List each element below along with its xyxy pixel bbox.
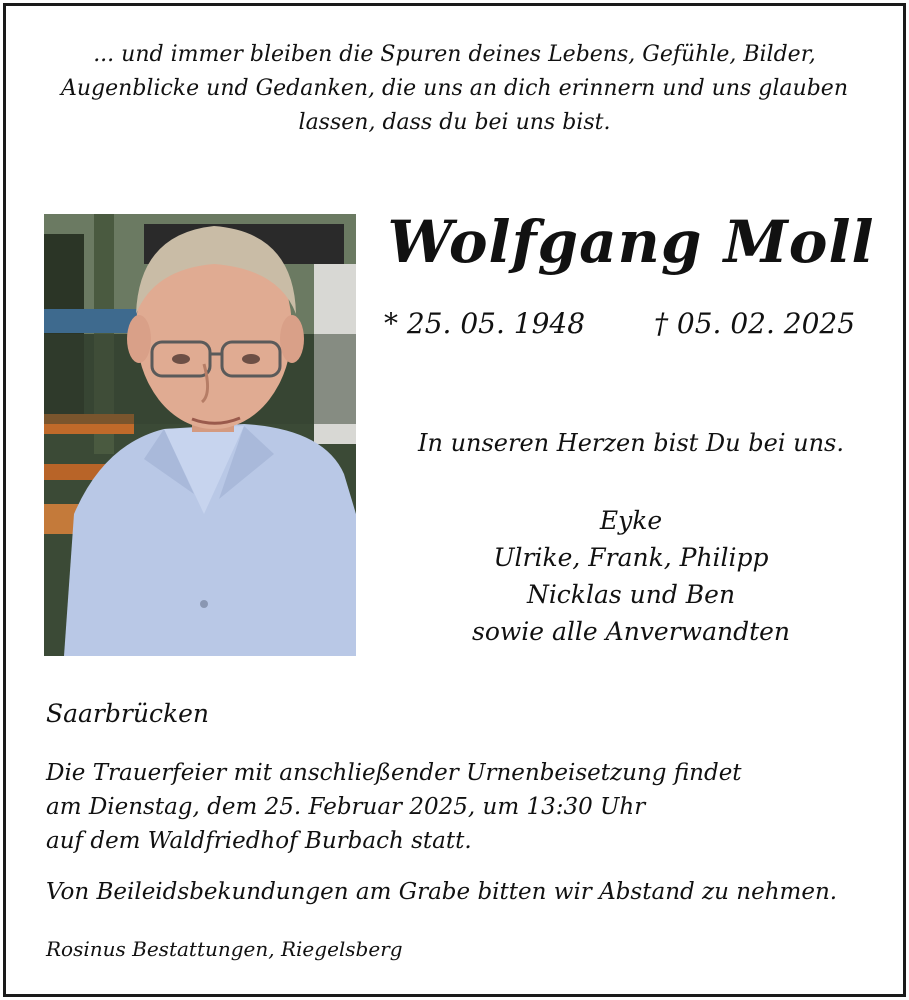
ceremony-line: auf dem Waldfriedhof Burbach statt.	[46, 828, 472, 854]
condolence-note	[46, 874, 837, 910]
place-name: Saarbrücken	[46, 699, 209, 728]
ceremony-line: Die Trauerfeier mit anschließender Urnenbeisetzung findet	[46, 760, 742, 786]
ceremony-details	[46, 756, 742, 858]
memorial-quote	[36, 38, 873, 140]
family-list	[376, 502, 886, 650]
family-line: Nicklas und Ben	[526, 580, 736, 609]
death-date: † 05. 02. 2025	[654, 307, 856, 340]
condolence-text: Von Beileidsbekundungen am Grabe bitten wir Abstand zu nehmen.	[46, 879, 838, 905]
portrait-photo	[44, 214, 356, 656]
obituary-frame	[3, 3, 906, 997]
quote-line: ... und immer bleiben die Spuren deines Lebens, Gefühle, Bilder,	[93, 42, 816, 67]
family-line: Eyke	[599, 506, 663, 535]
family-line: sowie alle Anverwandten	[471, 617, 791, 646]
undertaker-name: Rosinus Bestattungen, Riegelsberg	[46, 937, 403, 961]
ceremony-line: am Dienstag, dem 25. Februar 2025, um 13:30 Uhr	[46, 794, 646, 820]
family-line: Ulrike, Frank, Philipp	[493, 543, 769, 572]
deceased-name: Wolfgang Moll	[387, 208, 875, 276]
quote-line: Augenblicke und Gedanken, die uns an dich erinnern und uns glauben	[61, 76, 848, 101]
memorial-message: In unseren Herzen bist Du bei uns.	[418, 429, 844, 457]
birth-date: * 25. 05. 1948	[384, 307, 586, 340]
quote-line: lassen, dass du bei uns bist.	[298, 110, 611, 135]
